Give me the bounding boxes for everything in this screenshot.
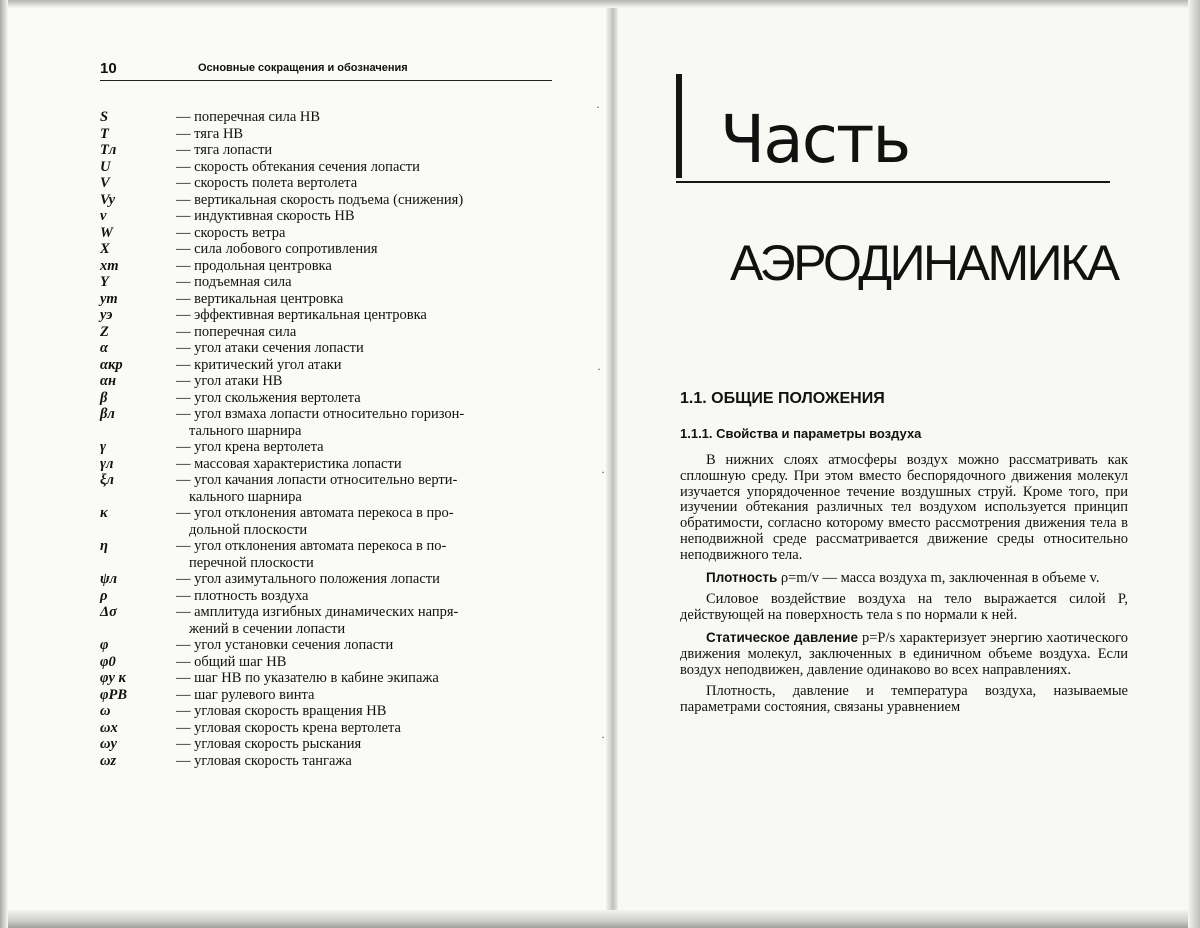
abbreviation-symbol: φ0	[100, 654, 172, 671]
abbreviation-row	[100, 291, 560, 308]
abbreviation-definition: — угол качания лопасти относительно верти-	[176, 472, 560, 489]
abbreviation-row	[100, 720, 560, 737]
abbreviation-definition: — продольная центровка	[176, 258, 560, 275]
part-divider-rule	[676, 181, 1110, 183]
abbreviation-row	[100, 472, 560, 505]
abbreviation-row	[100, 687, 560, 704]
page-left-edge	[0, 0, 8, 928]
body-paragraph	[680, 592, 1128, 624]
part-label: Часть	[720, 100, 909, 180]
abbreviation-definition-continuation: жений в сечении лопасти	[176, 621, 560, 638]
abbreviation-symbol: Vy	[100, 192, 172, 209]
abbreviation-symbol: ωy	[100, 736, 172, 753]
abbreviation-definition: — поперечная сила	[176, 324, 560, 341]
abbreviation-symbol: φу к	[100, 670, 172, 687]
abbreviation-symbol: αн	[100, 373, 172, 390]
abbreviation-definition: — угол атаки НВ	[176, 373, 560, 390]
part-number-bar	[676, 74, 682, 178]
abbreviation-definition: — скорость ветра	[176, 225, 560, 242]
book-spread	[0, 0, 1200, 928]
paragraph-text: ρ=m/v — масса воздуха m, заключенная в объеме v.	[777, 570, 1099, 586]
abbreviation-symbol: X	[100, 241, 172, 258]
abbreviation-row	[100, 159, 560, 176]
term-lead: Статическое давление	[706, 630, 858, 645]
abbreviation-definition: — шаг НВ по указателю в кабине экипажа	[176, 670, 560, 687]
paragraph-text: В нижних слоях атмосферы воздух можно рассматривать как сплошную среду. При этом вместо беспорядочного движения молекул изучается упорядоченное течение воздушных струй. Кроме того, при изучении обтекания различных тел воздухом используется принцип обратимости, согласно которому вместо рассмотрения движения тела в неподвижной среде рассматривается движение среды относительно неподвижного тела.	[680, 452, 1128, 563]
abbreviation-definition: — эффективная вертикальная центровка	[176, 307, 560, 324]
body-paragraph	[680, 684, 1128, 716]
abbreviation-symbol: φРВ	[100, 687, 172, 704]
paragraph-text: Силовое воздействие воздуха на тело выражается силой P, действующей на поверхность тела s по нормали к ней.	[680, 591, 1128, 623]
abbreviation-definition: — угловая скорость вращения НВ	[176, 703, 560, 720]
abbreviation-symbol: βл	[100, 406, 172, 423]
abbreviation-definition: — плотность воздуха	[176, 588, 560, 605]
abbreviation-symbol: κ	[100, 505, 172, 522]
abbreviation-symbol: yт	[100, 291, 172, 308]
abbreviation-definition: — скорость полета вертолета	[176, 175, 560, 192]
abbreviation-symbol: ψл	[100, 571, 172, 588]
abbreviation-definition-continuation: дольной плоскости	[176, 522, 560, 539]
abbreviation-definition: — общий шаг НВ	[176, 654, 560, 671]
body-paragraph	[680, 630, 1128, 678]
heading-1: 1.1. ОБЩИЕ ПОЛОЖЕНИЯ	[680, 390, 885, 408]
scan-speck: ·	[601, 730, 605, 745]
abbreviation-definition: — угол атаки сечения лопасти	[176, 340, 560, 357]
body-paragraph	[680, 570, 1128, 587]
abbreviation-row	[100, 390, 560, 407]
abbreviation-definition: — тяга НВ	[176, 126, 560, 143]
abbreviation-definition: — подъемная сила	[176, 274, 560, 291]
abbreviation-symbol: ω	[100, 703, 172, 720]
abbreviation-row	[100, 307, 560, 324]
abbreviation-definition: — поперечная сила НВ	[176, 109, 560, 126]
abbreviation-definition: — угол азимутального положения лопасти	[176, 571, 560, 588]
page-number: 10	[100, 60, 117, 77]
abbreviation-definition: — критический угол атаки	[176, 357, 560, 374]
abbreviation-symbol: Tл	[100, 142, 172, 159]
abbreviation-row	[100, 753, 560, 770]
abbreviation-definition: — угол взмаха лопасти относительно горизон-	[176, 406, 560, 423]
abbreviation-row	[100, 654, 560, 671]
abbreviation-definition: — массовая характеристика лопасти	[176, 456, 560, 473]
abbreviation-row	[100, 324, 560, 341]
running-head-title: Основные сокращения и обозначения	[198, 62, 408, 74]
abbreviation-row	[100, 736, 560, 753]
abbreviation-symbol: Δσ	[100, 604, 172, 621]
abbreviation-row	[100, 703, 560, 720]
heading-2: 1.1.1. Свойства и параметры воздуха	[680, 426, 921, 441]
scan-speck: ·	[601, 465, 605, 480]
abbreviation-definition: — скорость обтекания сечения лопасти	[176, 159, 560, 176]
abbreviation-symbol: α	[100, 340, 172, 357]
abbreviation-row	[100, 208, 560, 225]
book-gutter	[606, 0, 618, 928]
abbreviation-symbol: U	[100, 159, 172, 176]
abbreviation-definition: — амплитуда изгибных динамических напря-	[176, 604, 560, 621]
abbreviation-row	[100, 637, 560, 654]
abbreviation-row	[100, 142, 560, 159]
abbreviation-row	[100, 258, 560, 275]
abbreviation-symbol: η	[100, 538, 172, 555]
abbreviation-definition: — угол установки сечения лопасти	[176, 637, 560, 654]
abbreviation-definition: — угловая скорость рыскания	[176, 736, 560, 753]
abbreviation-row	[100, 373, 560, 390]
abbreviation-symbol: S	[100, 109, 172, 126]
abbreviation-definition: — индуктивная скорость НВ	[176, 208, 560, 225]
abbreviation-definition: — угол отклонения автомата перекоса в про-	[176, 505, 560, 522]
page-right-edge	[1188, 0, 1200, 928]
abbreviation-row	[100, 604, 560, 637]
abbreviation-definition-continuation: кального шарнира	[176, 489, 560, 506]
abbreviation-symbol: W	[100, 225, 172, 242]
abbreviation-symbol: φ	[100, 637, 172, 654]
abbreviation-definition: — угловая скорость крена вертолета	[176, 720, 560, 737]
abbreviation-row	[100, 175, 560, 192]
abbreviation-definition: — сила лобового сопротивления	[176, 241, 560, 258]
abbreviation-row	[100, 538, 560, 571]
abbreviation-definition: — угловая скорость тангажа	[176, 753, 560, 770]
abbreviation-definition: — тяга лопасти	[176, 142, 560, 159]
term-lead: Плотность	[706, 570, 777, 585]
left-page	[0, 0, 612, 928]
abbreviation-symbol: v	[100, 208, 172, 225]
abbreviation-row	[100, 571, 560, 588]
abbreviation-row	[100, 126, 560, 143]
scan-speck: ·	[597, 362, 601, 377]
abbreviation-row	[100, 505, 560, 538]
abbreviation-definition: — угол крена вертолета	[176, 439, 560, 456]
scan-speck: ·	[596, 100, 600, 115]
abbreviation-symbol: xт	[100, 258, 172, 275]
abbreviation-row	[100, 406, 560, 439]
abbreviation-symbol: γл	[100, 456, 172, 473]
abbreviation-symbol: T	[100, 126, 172, 143]
abbreviation-definition: — шаг рулевого винта	[176, 687, 560, 704]
abbreviation-list	[100, 109, 560, 769]
abbreviation-row	[100, 109, 560, 126]
abbreviation-symbol: Z	[100, 324, 172, 341]
abbreviation-row	[100, 357, 560, 374]
abbreviation-row	[100, 439, 560, 456]
abbreviation-symbol: ωz	[100, 753, 172, 770]
body-text	[680, 453, 1128, 722]
abbreviation-symbol: Y	[100, 274, 172, 291]
paragraph-text: p=P/s характеризует энергию хаотического движения молекул, заключенных в единичном объеме воздуха. Если воздух неподвижен, давление одинаково во всех направлениях.	[680, 630, 1128, 678]
abbreviation-row	[100, 225, 560, 242]
paragraph-text: Плотность, давление и температура воздуха, называемые параметрами состояния, связаны уравнением	[680, 683, 1128, 715]
section-title: АЭРОДИНАМИКА	[730, 233, 1118, 293]
abbreviation-row	[100, 241, 560, 258]
running-head	[100, 58, 552, 81]
abbreviation-symbol: yэ	[100, 307, 172, 324]
abbreviation-symbol: γ	[100, 439, 172, 456]
abbreviation-symbol: β	[100, 390, 172, 407]
abbreviation-row	[100, 192, 560, 209]
abbreviation-row	[100, 274, 560, 291]
page-bottom-edge	[0, 910, 1200, 928]
body-paragraph	[680, 453, 1128, 564]
abbreviation-definition: — угол скольжения вертолета	[176, 390, 560, 407]
abbreviation-symbol: ρ	[100, 588, 172, 605]
abbreviation-row	[100, 456, 560, 473]
abbreviation-definition-continuation: тального шарнира	[176, 423, 560, 440]
abbreviation-definition: — угол отклонения автомата перекоса в по-	[176, 538, 560, 555]
abbreviation-symbol: V	[100, 175, 172, 192]
abbreviation-definition-continuation: перечной плоскости	[176, 555, 560, 572]
abbreviation-definition: — вертикальная центровка	[176, 291, 560, 308]
abbreviation-row	[100, 340, 560, 357]
abbreviation-row	[100, 670, 560, 687]
abbreviation-symbol: ξл	[100, 472, 172, 489]
abbreviation-definition: — вертикальная скорость подъема (снижения)	[176, 192, 560, 209]
abbreviation-symbol: ωx	[100, 720, 172, 737]
page-top-edge	[0, 0, 1200, 8]
abbreviation-row	[100, 588, 560, 605]
abbreviation-symbol: αкр	[100, 357, 172, 374]
